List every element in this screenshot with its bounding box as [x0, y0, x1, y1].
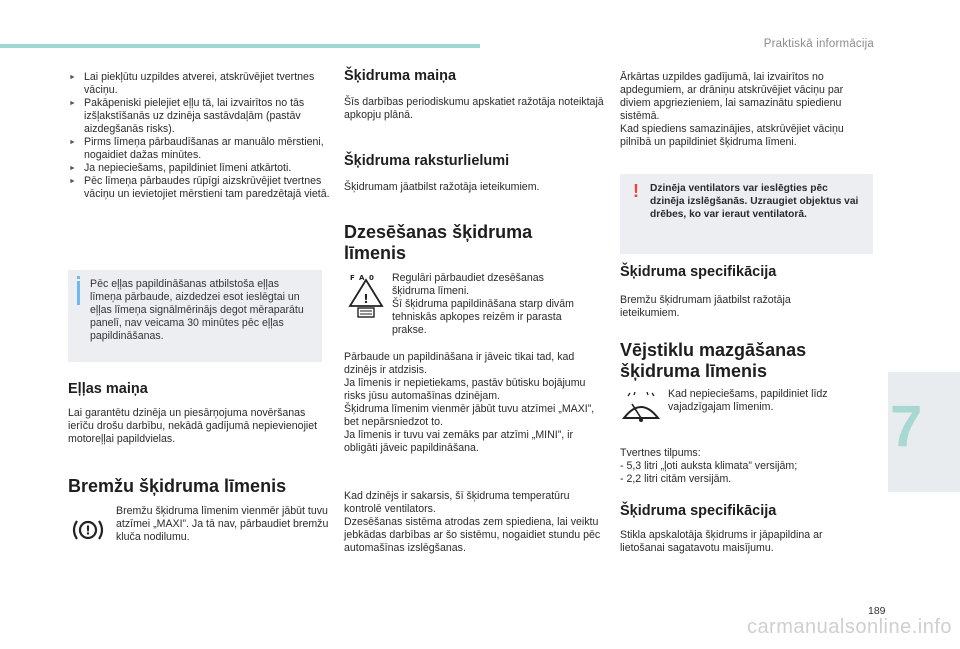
- coolant-icon-row: [344, 272, 606, 337]
- fluid-change-text: Šīs darbības periodiskumu apskatiet ražotāja noteiktajā apkopju plānā.: [344, 96, 604, 121]
- coolant-warning-icon: [344, 272, 388, 318]
- brake-fluid-text: Bremžu šķidruma līmenim vienmēr jābūt tuvu atzīmei „MAXI”. Ja tā nav, pārbaudiet bremžu kluča nodilumu.: [116, 505, 329, 543]
- warning-icon: !: [633, 181, 639, 201]
- washer-icon-text: Kad nepieciešams, papildiniet līdz vajadzīgajam līmenim.: [668, 388, 828, 413]
- coolant-level-heading: Dzesēšanas šķidruma līmenis: [344, 222, 533, 263]
- list-item: ► Pirms līmeņa pārbaudīšanas ar manuālo mērstieni, nogaidiet dažas minūtes.: [68, 136, 330, 162]
- header-accent-bar: [0, 44, 480, 48]
- svg-text:!: !: [363, 292, 369, 306]
- list-item: ► Lai piekļūtu uzpildes atverei, atskrūvējiet tvertnes vāciņu.: [68, 71, 330, 97]
- brake-warning-icon: [68, 515, 108, 545]
- list-item: ► Ja nepieciešams, papildiniet līmeni atkārtoti.: [68, 162, 330, 175]
- coolant-spec-text: Bremžu šķidrumam jāatbilst ražotāja ieteikumiem.: [620, 294, 791, 319]
- washer-fluid-heading: Vējstiklu mazgāšanas šķidruma līmenis: [620, 340, 807, 381]
- list-item: - 5,3 litri „ļoti auksta klimata” versijām;: [620, 460, 798, 472]
- svg-text:!: !: [85, 523, 91, 538]
- watermark: carmanualsonline.info: [746, 616, 952, 638]
- tank-capacity-list: [620, 460, 880, 486]
- oil-change-text: Lai garantētu dzinēja un piesārņojuma novēršanas ierīču drošu darbību, nekādā gadījumā nepievienojiet motoreļļai papildvielas.: [68, 407, 318, 445]
- windscreen-washer-icon: [620, 392, 662, 426]
- washer-spec-text: Stikla apskalotāja šķidrums ir jāpapildina ar lietošanai sagatavotu maisījumu.: [620, 529, 823, 554]
- fluid-change-heading: Šķidruma maiņa: [344, 68, 457, 84]
- tank-capacity-label: Tvertnes tilpums:: [620, 447, 701, 459]
- warning-box: [620, 174, 873, 254]
- oil-fill-steps: [68, 71, 330, 201]
- washer-icon-row: [620, 388, 880, 431]
- svg-text:A: A: [359, 274, 365, 282]
- fluid-spec-text: Šķidrumam jāatbilst ražotāja ieteikumiem.: [344, 181, 540, 193]
- list-item: ► Pakāpeniski pielejiet eļļu tā, lai izvairītos no tās izšļakstīšanās uz dzinēja sastāvdaļām (pastāv aizdegšanās risks).: [68, 97, 330, 136]
- emergency-fill-text: Ārkārtas uzpildes gadījumā, lai izvairītos no apdegumiem, ar drāniņu atskrūvējiet vāciņu par diviem apgriezieniem, lai samazinātu spiedienu sistēmā. Kad spiediens samazinājies, atskrūvējiet vāciņu pilnībā un papildiniet šķidruma līmeni.: [620, 71, 844, 148]
- brake-fluid-row: [68, 505, 330, 550]
- section-header-title: Praktiskā informācija: [763, 38, 874, 50]
- coolant-spec-heading: Šķidruma specifikācija: [620, 264, 777, 280]
- coolant-text-2: Kad dzinējs ir sakarsis, šī šķidruma temperatūru kontrolē ventilators. Dzesēšanas sistēma atrodas zem spiediena, lai veiktu jebkādas darbības ar šo sistēmu, nogaidiet stundu pēc automašīnas izslēgšanas.: [344, 490, 601, 554]
- svg-text:0: 0: [369, 274, 374, 282]
- chapter-number: 7: [890, 394, 923, 459]
- info-note-text: Pēc eļļas papildināšanas atbilstoša eļļas līmeņa pārbaude, aizdedzei esot ieslēgtai un eļļas līmeņa signālmērinājs degot mēraparātu panelī, nav veicama 30 minūtes pēc eļļas papildināšanas.: [90, 278, 304, 342]
- list-item: ► Pēc līmeņa pārbaudes rūpīgi aizskrūvējiet tvertnes vāciņu un ievietojiet mērstieni tam paredzētajā vietā.: [68, 175, 330, 201]
- list-item: - 2,2 litri citām versijām.: [620, 473, 732, 485]
- fluid-spec-heading: Šķidruma raksturlielumi: [344, 153, 510, 169]
- coolant-text-1: Pārbaude un papildināšana ir jāveic tikai tad, kad dzinējs ir atdzisis. Ja līmenis ir nepietiekams, pastāv būtisku bojājumu risks jūsu automašīnas dzinējam. Šķidruma līmenim vienmēr jābūt tuvu atzīmei „MAXI”, bet nepārsniedzot to. Ja līmenis ir tuvu vai zemāks par atzīmi „MINI”, ir obligāti jāveic papildināšana.: [344, 351, 595, 454]
- brake-fluid-heading: Bremžu šķidruma līmenis: [68, 476, 287, 496]
- coolant-icon-text: Regulāri pārbaudiet dzesēšanas šķidruma līmeni. Šī šķidruma papildināšana starp divām tehniskās apkopes reizēm ir parasta prakse.: [392, 272, 574, 336]
- page-number: 189: [868, 605, 886, 617]
- info-icon: [77, 281, 80, 305]
- washer-spec-heading: Šķidruma specifikācija: [620, 503, 777, 519]
- warning-text: Dzinēja ventilators var ieslēgties pēc dzinēja izslēgšanās. Uzraugiet objektus vai drēbes, ko var ieraut ventilatorā.: [650, 183, 859, 220]
- oil-change-heading: Eļļas maiņa: [68, 381, 148, 397]
- svg-text:F: F: [350, 274, 355, 282]
- info-note-box: [68, 270, 322, 362]
